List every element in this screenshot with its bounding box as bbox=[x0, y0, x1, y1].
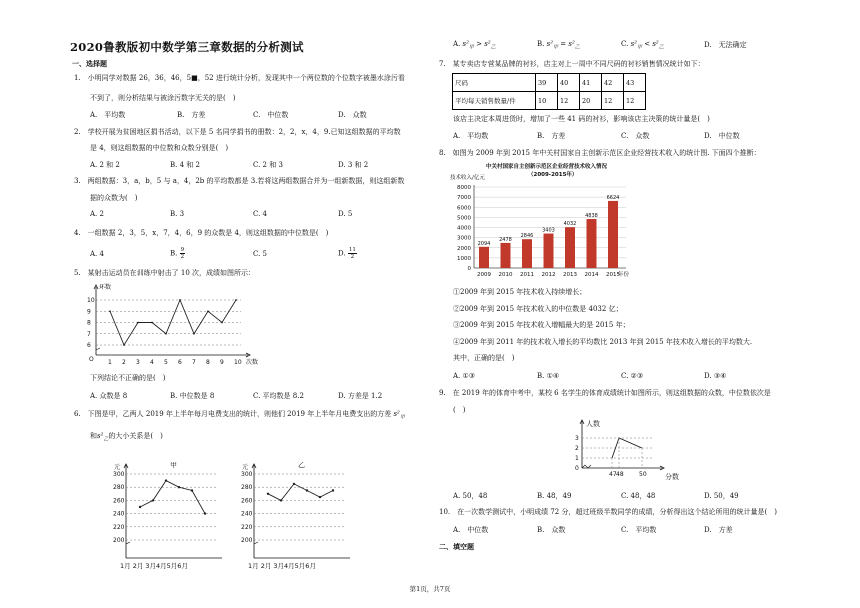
q8-stem: 8. 如图为 2009 年到 2015 年中关村国家自主创新示范区企业经营技术收入的统计图. 下面四个推断： bbox=[439, 149, 761, 157]
data-point bbox=[267, 493, 269, 495]
y-tick-label: 10 bbox=[87, 297, 95, 304]
axis-break bbox=[126, 542, 130, 544]
q6-stem-text: 6. 下图是甲，乙两人 2019 年上半年每月电费支出的统计，则他们 2019 年上半年月电费支出的方差 bbox=[74, 410, 392, 418]
data-point bbox=[221, 322, 223, 324]
q2-stem-line1: 2. 学校开展为贫困地区捐书活动，以下是 5 名同学捐书的册数：2，2，x，4，9.已知这组数据的平均数 bbox=[74, 128, 401, 136]
y-tick-label: 1 bbox=[575, 455, 579, 462]
q1-option-a[interactable]: A. 平均数 bbox=[90, 111, 126, 119]
q3-stem-line1: 3. 两组数据：3，a，b，5 与 a，4，2b 的平均数都是 3.若将这两组数据合并为一组新数据，则这组新数 bbox=[74, 177, 405, 185]
data-point bbox=[204, 512, 206, 514]
y-axis-label: 人数 bbox=[586, 420, 600, 428]
q10-stem: 10. 在一次数学测试中，小明成绩 72 分，超过班级半数同学的成绩，分析得出这个结论所用的统计量是( ) bbox=[439, 508, 777, 516]
q5-option-b[interactable]: B. 中位数是 8 bbox=[170, 392, 215, 400]
data-point bbox=[165, 333, 167, 335]
q9-line-chart bbox=[570, 418, 690, 488]
section-heading-fill: 二、填空题 bbox=[439, 542, 474, 551]
q9-stem-line2: ( ) bbox=[453, 406, 466, 414]
q4-option-b[interactable] bbox=[170, 247, 185, 260]
data-point bbox=[123, 344, 125, 346]
q8-statement-3: ③2009 年到 2015 年技术收入增幅最大的是 2015 年； bbox=[453, 321, 630, 329]
x-tick-label: 2011 bbox=[520, 272, 534, 278]
bar bbox=[522, 239, 532, 268]
series-line bbox=[268, 484, 333, 501]
q8-bar-chart bbox=[448, 160, 648, 280]
q3-option-c[interactable]: C. 4 bbox=[253, 210, 268, 218]
q4-option-b-fraction: $\frac{9}{2}$ bbox=[180, 247, 185, 260]
data-label: 4838 bbox=[585, 213, 598, 220]
table-cell: 20 bbox=[580, 92, 602, 110]
q5-line-chart bbox=[80, 283, 260, 369]
q2-stem-line2: 是 4，则这组数据的中位数和众数分别是( ) bbox=[90, 144, 229, 152]
y-axis-label: 元 bbox=[242, 464, 249, 471]
data-label: 4032 bbox=[563, 221, 577, 228]
section-heading-choice: 一、选择题 bbox=[72, 59, 107, 68]
table-cell: 42 bbox=[602, 74, 624, 92]
y-tick-label: 1000 bbox=[457, 255, 471, 262]
q2-option-a[interactable]: A. 2 和 2 bbox=[90, 161, 120, 169]
y-tick-label: 240 bbox=[241, 510, 253, 518]
y-tick-label: 5000 bbox=[457, 215, 471, 222]
series-line bbox=[140, 481, 205, 514]
q5-option-c[interactable]: C. 平均数是 8.2 bbox=[253, 392, 304, 400]
q1-stem-line2: 不到了，则分析结果与被涂污数字无关的是( ) bbox=[90, 94, 236, 102]
q9-stem: 9. 在 2019 年的体育中考中，某校 6 名学生的体育成绩统计如图所示，则这组数据的众数，中位数依次是 bbox=[439, 389, 771, 397]
bar bbox=[608, 201, 618, 268]
y-tick-label: 240 bbox=[113, 510, 125, 518]
y-tick-label: 260 bbox=[113, 497, 125, 505]
data-label: 3403 bbox=[542, 227, 555, 234]
data-label: 6624 bbox=[606, 194, 620, 201]
q1-stem-line1: 1. 小明同学对数据 26，36，46，5■，52 进行统计分析，发现其中一个两位数的个位数字被墨水涂污看 bbox=[74, 74, 405, 82]
x-tick-label: 50 bbox=[639, 471, 647, 478]
data-point bbox=[165, 479, 167, 481]
q1-option-d[interactable]: D. 众数 bbox=[338, 111, 367, 119]
chart-title: 甲 bbox=[170, 462, 177, 469]
y-tick-label: 220 bbox=[113, 523, 125, 531]
q4-option-c[interactable]: C. 5 bbox=[253, 250, 268, 258]
table-cell: 12 bbox=[558, 92, 580, 110]
q3-option-a[interactable]: A. 2 bbox=[90, 210, 104, 218]
x-tick-label: 2 bbox=[122, 359, 126, 366]
q5-question: 下列结论不正确的是( ) bbox=[90, 374, 166, 382]
x-tick-label: 47 bbox=[609, 471, 617, 478]
q4-option-b-letter: B. bbox=[170, 249, 178, 258]
y-tick-label: 9 bbox=[87, 308, 91, 316]
data-point bbox=[306, 489, 308, 491]
q8-statement-1: ①2009 年到 2015 年技术收入持续增长； bbox=[453, 288, 587, 296]
data-point bbox=[332, 489, 334, 491]
data-point bbox=[293, 483, 295, 485]
x-tick-label: 9 bbox=[220, 359, 224, 366]
q10-option-d[interactable]: D. 方差 bbox=[704, 526, 733, 534]
q8-option-d[interactable]: D. ③④ bbox=[704, 372, 727, 380]
q8-statement-2: ②2009 年到 2015 年技术收入的中位数是 4032 亿； bbox=[453, 305, 623, 313]
q6-option-b[interactable]: B. $s^2_甲 = s^2_乙$ bbox=[537, 40, 580, 51]
table-cell: 12 bbox=[624, 92, 646, 110]
data-point bbox=[151, 322, 153, 324]
y-tick-label: 8000 bbox=[457, 185, 471, 191]
table-cell: 43 bbox=[624, 74, 646, 92]
q6-option-d[interactable]: D. 无法确定 bbox=[704, 41, 747, 49]
y-tick-label: 260 bbox=[241, 497, 253, 505]
data-point bbox=[319, 496, 321, 498]
q6-chart-yi bbox=[238, 462, 368, 574]
q10-option-a[interactable]: A. 中位数 bbox=[453, 526, 489, 534]
chart-title: 中关村国家自主创新示范区企业经营技术收入情况 bbox=[486, 164, 608, 170]
q4-option-d-letter: D. bbox=[338, 249, 346, 258]
y-tick-label: 6 bbox=[87, 342, 91, 349]
table-cell: 39 bbox=[536, 74, 558, 92]
bar bbox=[587, 219, 597, 268]
q6-and: 和 bbox=[90, 432, 97, 440]
x-tick-labels: 1月 2月 3月4月5月6月 bbox=[248, 562, 316, 570]
q1-option-c[interactable]: C. 中位数 bbox=[253, 111, 289, 119]
y-tick-label: 2 bbox=[575, 445, 579, 452]
x-axis-label: 次数 bbox=[246, 359, 259, 366]
q5-stem: 5. 某射击运动员在训练中射击了 10 次，成绩如图所示： bbox=[74, 269, 256, 277]
q6-option-c[interactable]: C. $s^2_甲 < s^2_乙$ bbox=[621, 40, 664, 51]
data-label: 2846 bbox=[520, 233, 534, 240]
q10-option-b[interactable]: B. 众数 bbox=[537, 526, 566, 534]
q8-option-c[interactable]: C. ②③ bbox=[621, 372, 644, 380]
y-tick-label: 300 bbox=[241, 471, 253, 478]
y-axis-label: 元 bbox=[114, 464, 121, 471]
q10-option-c[interactable]: C. 平均数 bbox=[621, 526, 657, 534]
x-axis-label: 分数 bbox=[665, 473, 679, 481]
q6-relation: 的大小关系是( ) bbox=[108, 432, 163, 440]
y-tick-label: 220 bbox=[241, 523, 253, 531]
data-point bbox=[152, 499, 154, 501]
y-tick-label: 0 bbox=[467, 266, 471, 272]
q6-variance-jia: $s^2_甲$ bbox=[393, 410, 405, 421]
bar bbox=[544, 234, 554, 268]
data-label: 2478 bbox=[499, 236, 512, 243]
y-axis-label: 环数 bbox=[99, 284, 112, 291]
q5-option-d[interactable]: D. 方差是 1.2 bbox=[338, 392, 383, 400]
table-cell: 40 bbox=[558, 74, 580, 92]
y-tick-label: 7000 bbox=[457, 195, 471, 202]
y-tick-label: 7 bbox=[87, 330, 91, 338]
y-axis-label: 技术收入/亿元 bbox=[450, 175, 485, 181]
y-tick-label: 4000 bbox=[457, 225, 471, 232]
x-tick-label: 8 bbox=[206, 359, 210, 366]
q2-option-b[interactable]: B. 4 和 2 bbox=[170, 161, 200, 169]
x-tick-label: 4 bbox=[150, 359, 154, 366]
x-tick-label: 2010 bbox=[498, 272, 513, 278]
data-point bbox=[191, 489, 193, 491]
y-tick-label: 280 bbox=[113, 484, 125, 492]
q6-chart-jia bbox=[110, 462, 240, 574]
q2-option-c[interactable]: C. 2 和 3 bbox=[253, 161, 283, 169]
q8-question: 其中，正确的是( ) bbox=[453, 354, 515, 362]
y-tick-label: 300 bbox=[113, 471, 125, 478]
y-tick-label: 2000 bbox=[457, 245, 471, 252]
y-tick-label: 8 bbox=[87, 319, 91, 327]
data-label: 2094 bbox=[477, 240, 491, 247]
y-tick-label: 3 bbox=[575, 435, 579, 442]
q8-option-a[interactable]: A. ①③ bbox=[453, 372, 476, 380]
x-tick-label: 1 bbox=[108, 359, 112, 366]
x-tick-label: 2014 bbox=[584, 272, 599, 278]
page-footer: 第1页，共7页 bbox=[409, 585, 451, 593]
data-point bbox=[109, 310, 111, 312]
data-point bbox=[235, 299, 237, 301]
data-point bbox=[139, 506, 141, 508]
q7-option-d[interactable]: D. 中位数 bbox=[704, 132, 740, 140]
table-cell: 12 bbox=[602, 92, 624, 110]
data-point bbox=[178, 486, 180, 488]
q7-stem: 7. 某专卖店专营某品牌的衬衫，店主对上一周中不同尺码的衬衫销售情况统计如下： bbox=[439, 60, 705, 68]
x-tick-labels: 1月 2月 3月4月5月6月 bbox=[120, 562, 188, 570]
q4-stem: 4. 一组数据 2，3，5，x，7，4，6，9 的众数是 4，则这组数据的中位数是( ) bbox=[74, 229, 329, 237]
x-tick-label: 3 bbox=[136, 359, 140, 366]
x-tick-label: 10 bbox=[234, 359, 242, 366]
x-tick-label: 48 bbox=[616, 471, 624, 478]
y-tick-label: 3000 bbox=[457, 235, 471, 242]
data-point bbox=[179, 299, 181, 301]
chart-subtitle: （2009-2015年） bbox=[528, 172, 578, 178]
q8-statement-4: ④2009 年到 2011 年的技术收入增长的平均数比 2013 年到 2015 年技术收入增长的平均数大. bbox=[453, 338, 753, 346]
y-tick-label: 0 bbox=[575, 465, 579, 472]
q9-option-d[interactable]: D. 50，49 bbox=[704, 492, 739, 500]
table-row bbox=[453, 74, 646, 92]
axis-break bbox=[582, 465, 591, 468]
x-tick-label: 6 bbox=[178, 359, 182, 366]
q7-option-a[interactable]: A. 平均数 bbox=[453, 132, 489, 140]
q8-option-b[interactable]: B. ①④ bbox=[537, 372, 560, 380]
bar bbox=[501, 243, 511, 268]
y-tick-label: 280 bbox=[241, 484, 253, 492]
q9-option-c[interactable]: C. 48，48 bbox=[621, 492, 656, 500]
q9-option-a[interactable]: A. 50，48 bbox=[453, 492, 488, 500]
table-cell: 平均每天销售数量/件 bbox=[453, 92, 536, 110]
q5-option-a[interactable]: A. 众数是 8 bbox=[90, 392, 128, 400]
x-tick-label: 5 bbox=[164, 359, 168, 366]
page-title: 2020鲁教版初中数学第三章数据的分析测试 bbox=[70, 40, 304, 54]
q7-option-b[interactable]: B. 方差 bbox=[537, 132, 566, 140]
x-tick-label: 7 bbox=[192, 359, 196, 366]
q2-option-d[interactable]: D. 3 和 2 bbox=[338, 161, 369, 169]
table-row bbox=[453, 92, 646, 110]
axis-break bbox=[96, 348, 100, 350]
axis-break bbox=[254, 542, 258, 544]
q6-stem-line2 bbox=[90, 432, 163, 444]
x-tick-label: 2013 bbox=[563, 272, 577, 278]
y-tick-label: 6000 bbox=[457, 205, 471, 212]
q7-sales-table bbox=[452, 73, 646, 110]
y-tick-label: 200 bbox=[113, 537, 125, 544]
x-tick-label: 2009 bbox=[477, 272, 491, 278]
origin-label: O bbox=[89, 356, 94, 363]
chart-title: 乙 bbox=[298, 462, 305, 469]
y-tick-label: 200 bbox=[241, 537, 253, 544]
q1-option-b[interactable]: B. 方差 bbox=[177, 111, 206, 119]
data-point bbox=[137, 322, 139, 324]
table-cell: 尺码 bbox=[453, 74, 536, 92]
q6-stem-line1 bbox=[74, 410, 405, 422]
q4-option-d-fraction: $\frac{11}{2}$ bbox=[348, 247, 356, 260]
q3-option-d[interactable]: D. 5 bbox=[338, 210, 353, 218]
q9-option-b[interactable]: B. 48，49 bbox=[537, 492, 572, 500]
data-point bbox=[193, 333, 195, 335]
q6-option-a[interactable]: A. $s^2_甲 > s^2_乙$ bbox=[453, 40, 496, 51]
q3-option-b[interactable]: B. 3 bbox=[170, 210, 185, 218]
x-tick-label: 2012 bbox=[541, 272, 556, 278]
q4-option-a[interactable]: A. 4 bbox=[90, 250, 104, 258]
table-cell: 10 bbox=[536, 92, 558, 110]
data-point bbox=[280, 499, 282, 501]
q4-option-d[interactable] bbox=[338, 247, 357, 260]
x-tick-label: 2015 bbox=[606, 272, 620, 278]
x-axis-label: 年份 bbox=[618, 272, 630, 278]
q3-stem-line2: 据的众数为( ) bbox=[90, 194, 138, 202]
q6-variance-yi: $s^2_乙$ bbox=[97, 432, 109, 443]
data-point bbox=[207, 310, 209, 312]
q7-after-text: 该店主决定本周进货时，增加了一些 41 码的衬衫，影响该店主决策的统计量是( ) bbox=[453, 115, 710, 123]
bar bbox=[479, 247, 489, 268]
table-cell: 41 bbox=[580, 74, 602, 92]
q7-option-c[interactable]: C. 众数 bbox=[621, 132, 650, 140]
bar bbox=[565, 227, 575, 268]
